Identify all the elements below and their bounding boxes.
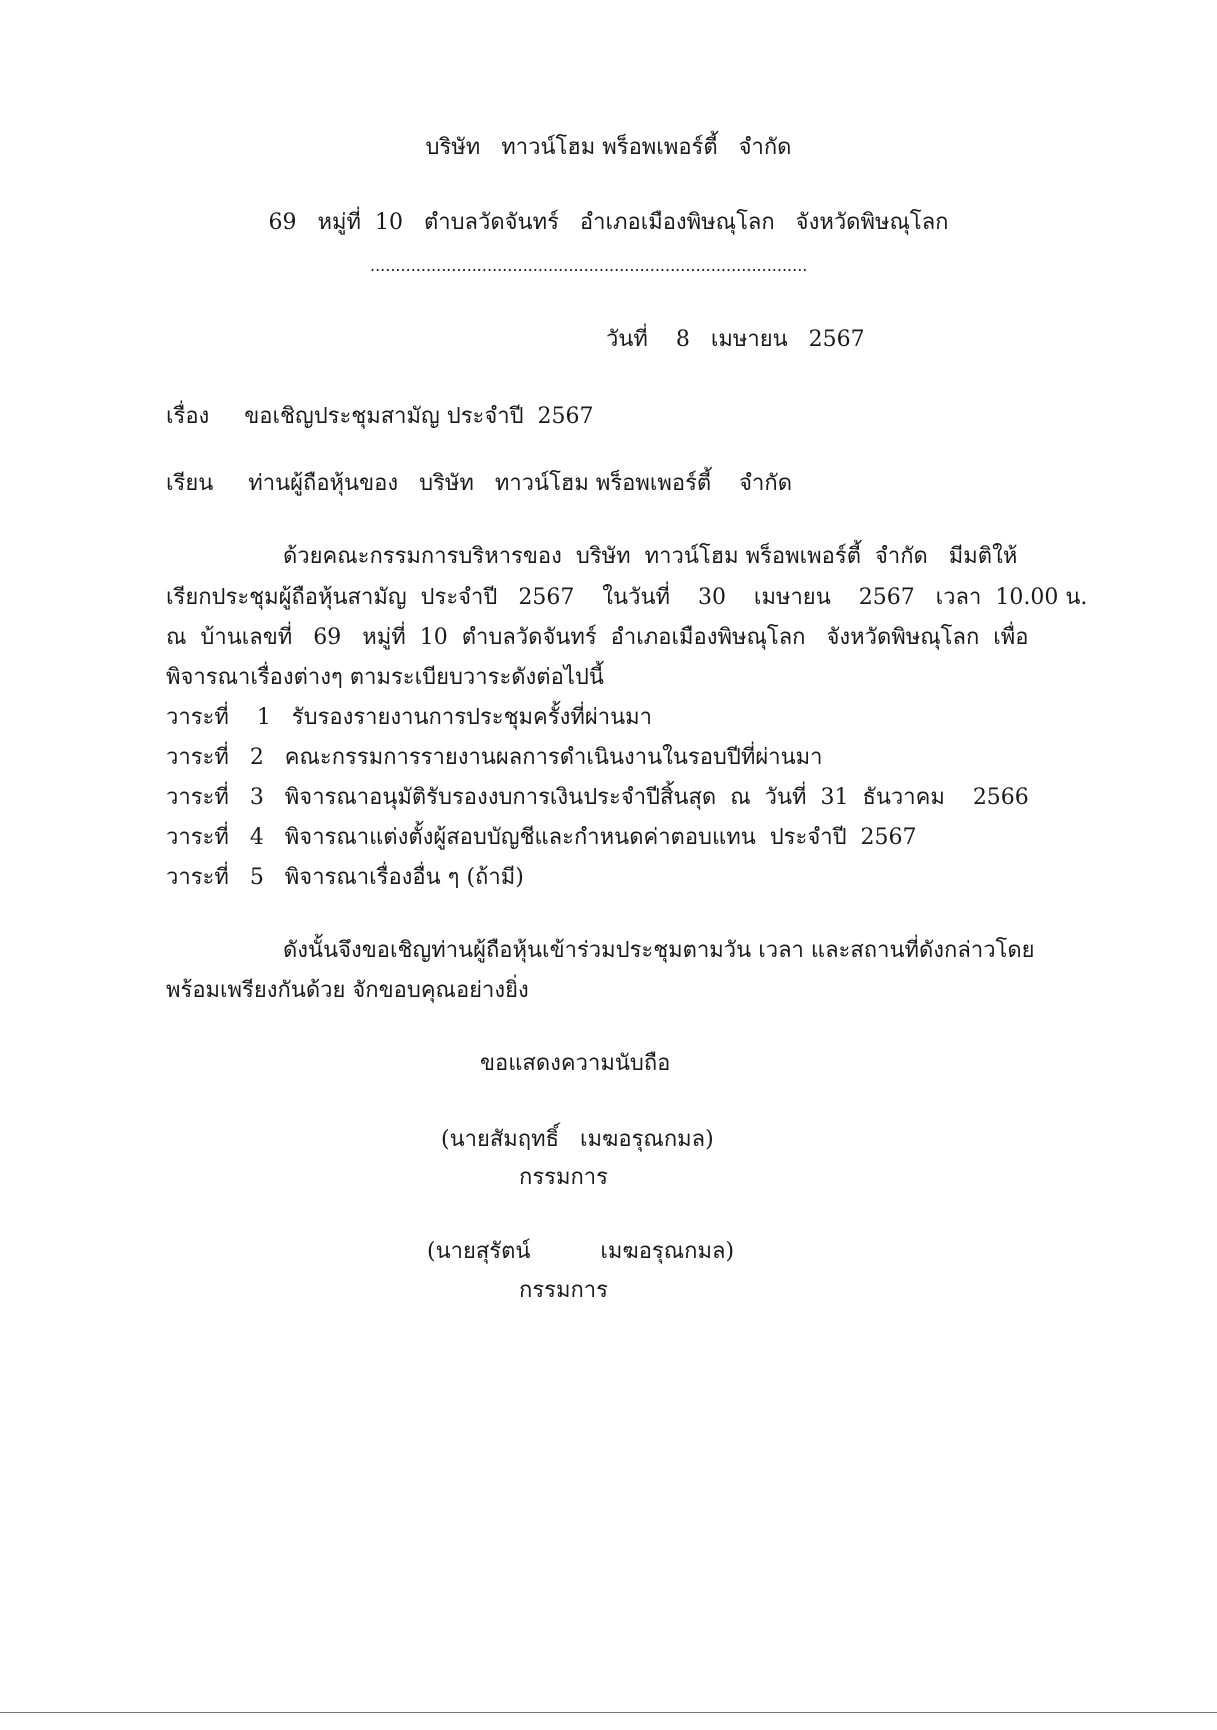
body-paragraph-1-line-4: พิจารณาเรื่องต่างๆ ตามระเบียบวาระดังต่อไปนี้ xyxy=(166,665,604,690)
signatory-2-name: (นายสุรัตน์ เมฆอรุณกมล) xyxy=(427,1239,735,1264)
body-paragraph-1-line-2: เรียกประชุมผู้ถือหุ้นสามัญ ประจำปี 2567 ในวันที่ 30 เมษายน 2567 เวลา 10.00 น. xyxy=(166,585,1088,610)
company-name: บริษัท ทาวน์โฮม พร็อพเพอร์ตี้ จำกัด xyxy=(425,135,792,160)
company-address: 69 หมู่ที่ 10 ตำบลวัดจันทร์ อำเภอเมืองพิษณุโลก จังหวัดพิษณุโลก xyxy=(268,210,949,235)
signatory-2-title: กรรมการ xyxy=(519,1278,608,1303)
agenda-item-4: วาระที่ 4 พิจารณาแต่งตั้งผู้สอบบัญชีและกำหนดค่าตอบแทน ประจำปี 2567 xyxy=(166,825,917,850)
body-paragraph-2-line-1: ดังนั้นจึงขอเชิญท่านผู้ถือหุ้นเข้าร่วมประชุมตามวัน เวลา และสถานที่ดังกล่าวโดย xyxy=(283,938,1035,963)
signatory-1-name: (นายสัมฤทธิ์ เมฆอรุณกมล) xyxy=(441,1127,714,1152)
agenda-item-5: วาระที่ 5 พิจารณาเรื่องอื่น ๆ (ถ้ามี) xyxy=(166,865,524,890)
letter-subject: เรื่อง ขอเชิญประชุมสามัญ ประจำปี 2567 xyxy=(166,404,594,429)
scan-bottom-edge xyxy=(0,1712,1217,1713)
body-paragraph-1-line-3: ณ บ้านเลขที่ 69 หมู่ที่ 10 ตำบลวัดจันทร์ อำเภอเมืองพิษณุโลก จังหวัดพิษณุโลก เพื่อ xyxy=(166,625,1029,650)
body-paragraph-2-line-2: พร้อมเพรียงกันด้วย จักขอบคุณอย่างยิ่ง xyxy=(166,978,529,1003)
agenda-item-2: วาระที่ 2 คณะกรรมการรายงานผลการดำเนินงานในรอบปีที่ผ่านมา xyxy=(166,745,823,770)
body-paragraph-1-line-1: ด้วยคณะกรรมการบริหารของ บริษัท ทาวน์โฮม พร็อพเพอร์ตี้ จำกัด มีมติให้ xyxy=(283,544,1018,569)
signatory-1-title: กรรมการ xyxy=(519,1165,608,1190)
header-divider: ...................................................................................... xyxy=(370,256,808,275)
agenda-item-3: วาระที่ 3 พิจารณาอนุมัติรับรองงบการเงินประจำปีสิ้นสุด ณ วันที่ 31 ธันวาคม 2566 xyxy=(166,785,1029,810)
closing-salutation: ขอแสดงความนับถือ xyxy=(480,1051,671,1076)
letter-date: วันที่ 8 เมษายน 2567 xyxy=(606,327,865,352)
agenda-item-1: วาระที่ 1 รับรองรายงานการประชุมครั้งที่ผ่านมา xyxy=(166,705,652,730)
letter-recipient: เรียน ท่านผู้ถือหุ้นของ บริษัท ทาวน์โฮม พร็อพเพอร์ตี้ จำกัด xyxy=(166,471,793,496)
